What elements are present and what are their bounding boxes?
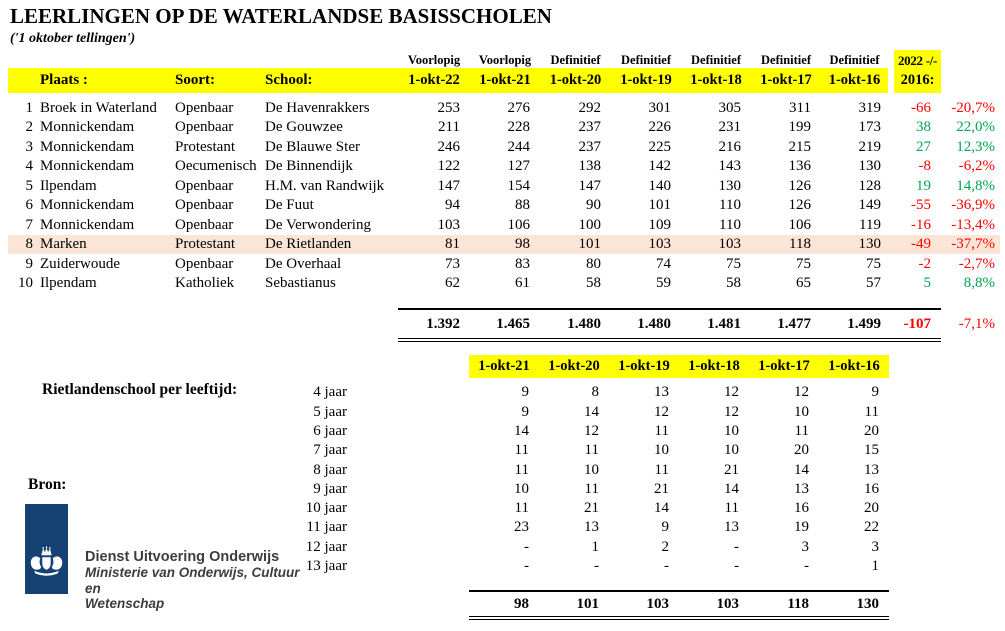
age-row (263, 537, 889, 556)
age-count: 13 (584, 519, 599, 536)
cell-count: 215 (788, 138, 811, 155)
status-label: Voorlopig (478, 53, 532, 68)
cell-school: De Havenrakkers (265, 99, 370, 116)
col-header-school: School: (263, 68, 398, 93)
age-count: - (524, 558, 529, 575)
cell-count: 106 (788, 216, 811, 233)
cell-pct: -20,7% (951, 99, 995, 116)
age-row (263, 499, 889, 518)
spacer-cell (350, 537, 469, 556)
cell-count: 226 (648, 119, 671, 135)
age-count: 9 (661, 519, 669, 536)
cell-plaats: Monnickendam (40, 138, 135, 155)
cell-count: 143 (718, 158, 741, 174)
age-count: 9 (521, 384, 529, 401)
cell-soort: Openbaar (175, 197, 234, 213)
age-count: - (594, 558, 599, 575)
age-count: 11 (654, 461, 669, 478)
cell-soort: Openbaar (175, 255, 234, 272)
cell-count: 126 (788, 177, 811, 194)
cell-school: De Rietlanden (263, 235, 398, 255)
col-header-date: 1-okt-19 (611, 68, 681, 93)
page-title: LEERLINGEN OP DE WATERLANDSE BASISSCHOLEN (10, 4, 552, 28)
school-row (8, 196, 1000, 216)
age-total: 130 (819, 591, 889, 618)
cell-count: 147 (437, 177, 460, 194)
age-count: 13 (724, 519, 739, 536)
cell-count: 75 (796, 255, 811, 272)
age-total: 103 (679, 591, 749, 618)
cell-diff: -16 (911, 216, 931, 233)
cell-count: 74 (656, 255, 671, 272)
row-number: 4 (25, 158, 33, 174)
status-label: Definitief (550, 53, 601, 68)
cell-plaats: Ilpendam (40, 275, 97, 291)
age-row (263, 460, 889, 479)
cell-diff: 38 (916, 119, 931, 135)
school-row (8, 235, 1000, 255)
age-count: 15 (864, 442, 879, 459)
age-label: 11 jaar (306, 519, 347, 536)
cell-count: 292 (578, 99, 601, 116)
cell-school: De Fuut (265, 197, 314, 213)
total-count: 1.481 (681, 309, 751, 340)
age-label: 10 jaar (305, 500, 347, 517)
age-count: 11 (794, 422, 809, 439)
cell-count: 101 (540, 235, 611, 255)
cell-count: 305 (718, 99, 741, 116)
total-diff: -107 (891, 309, 941, 340)
age-count: 14 (654, 500, 669, 517)
cell-count: 126 (788, 197, 811, 213)
age-count: 8 (591, 384, 599, 401)
age-count: 20 (794, 442, 809, 459)
cell-count: 75 (866, 255, 881, 272)
age-count: 14 (794, 461, 809, 478)
age-count: 12 (724, 384, 739, 401)
age-count: - (734, 538, 739, 555)
cell-count: 81 (398, 235, 470, 255)
cell-count: 101 (648, 197, 671, 213)
age-count: 21 (584, 500, 599, 517)
age-label: 5 jaar (313, 403, 347, 420)
cell-count: 75 (726, 255, 741, 272)
cell-count: 130 (718, 177, 741, 194)
row-number: 1 (25, 99, 33, 116)
col-header-date: 1-okt-20 (540, 68, 611, 93)
row-number: 9 (25, 255, 33, 272)
cell-count: 58 (726, 275, 741, 291)
age-label: 12 jaar (305, 538, 347, 555)
cell-count: 173 (858, 119, 881, 135)
cell-count: 100 (578, 216, 601, 233)
cell-plaats: Monnickendam (40, 197, 135, 213)
age-count: 12 (584, 422, 599, 439)
age-count: 3 (871, 538, 879, 555)
cell-count: 246 (437, 138, 460, 155)
age-row (263, 557, 889, 576)
cell-soort: Openbaar (175, 177, 234, 194)
cell-count: 62 (445, 275, 460, 291)
school-row (8, 274, 1000, 294)
col-header-date: 1-okt-21 (469, 355, 539, 378)
cell-diff: -8 (918, 158, 931, 174)
cell-count: 65 (796, 275, 811, 291)
row-number: 10 (18, 275, 33, 291)
cell-count: 231 (718, 119, 741, 135)
cell-school: De Gouwzee (265, 119, 343, 135)
age-count: 11 (864, 403, 879, 420)
cell-count: 59 (656, 275, 671, 291)
cell-count: 106 (507, 216, 530, 233)
cell-diff: 27 (916, 138, 931, 155)
age-header-row (263, 355, 889, 378)
col-header-date: 1-okt-17 (749, 355, 819, 378)
age-count: 22 (864, 519, 879, 536)
age-count: 11 (584, 442, 599, 459)
cell-count: 136 (788, 158, 811, 174)
spacer-row (8, 293, 1000, 309)
cell-count: 219 (858, 138, 881, 155)
cell-diff: -49 (891, 235, 941, 255)
cell-school: H.M. van Randwijk (265, 177, 385, 194)
status-label: Definitief (829, 53, 880, 68)
spacer-cell (350, 557, 469, 576)
cell-diff: 5 (923, 275, 931, 291)
age-count: 21 (654, 480, 669, 497)
logo-ministry-line2: Wetenschap (85, 596, 165, 611)
total-count: 1.480 (611, 309, 681, 340)
spacer-row (263, 576, 889, 591)
school-row (8, 137, 1000, 157)
cell-diff: -2 (918, 255, 931, 272)
cell-soort: Openbaar (175, 216, 234, 233)
source-label: Bron: (28, 476, 67, 493)
schools-table (8, 50, 1000, 342)
cell-count: 138 (578, 158, 601, 174)
age-count: 9 (871, 384, 879, 401)
age-count: - (804, 558, 809, 575)
age-count: - (734, 558, 739, 575)
column-header-row (8, 68, 1000, 93)
age-row (263, 441, 889, 460)
school-row (8, 254, 1000, 274)
col-header-date: 1-okt-21 (470, 68, 540, 93)
row-number: 5 (25, 177, 33, 194)
cell-plaats: Ilpendam (40, 177, 97, 194)
school-row (8, 118, 1000, 138)
age-count: 12 (724, 403, 739, 420)
total-count: 1.392 (398, 309, 470, 340)
cell-plaats: Monnickendam (40, 119, 135, 135)
spacer-cell (350, 441, 469, 460)
status-header-row (8, 50, 1000, 68)
rijksoverheid-banner (25, 504, 68, 594)
age-count: 10 (654, 442, 669, 459)
logo-ministry-line1: Ministerie van Onderwijs, Cultuur en (85, 565, 300, 596)
cell-count: 154 (507, 177, 530, 194)
cell-diff: 19 (916, 177, 931, 194)
age-count: 10 (584, 461, 599, 478)
row-number: 6 (25, 197, 33, 213)
cell-count: 110 (719, 197, 741, 213)
age-count: 11 (514, 500, 529, 517)
col-header-plaats: Plaats : (38, 68, 173, 93)
cell-count: 58 (586, 275, 601, 291)
age-count: 19 (794, 519, 809, 536)
cell-count: 103 (681, 235, 751, 255)
age-total: 118 (749, 591, 819, 618)
cell-count: 103 (437, 216, 460, 233)
col-header-date: 1-okt-20 (539, 355, 609, 378)
age-count: 1 (871, 558, 879, 575)
total-count: 1.465 (470, 309, 540, 340)
col-header-date: 1-okt-18 (681, 68, 751, 93)
age-row (263, 383, 889, 402)
age-label: 4 jaar (313, 384, 347, 401)
cell-plaats: Broek in Waterland (40, 99, 157, 116)
cell-count: 80 (586, 255, 601, 272)
age-count: 11 (584, 480, 599, 497)
age-label: 8 jaar (313, 461, 347, 478)
spacer-cell (350, 422, 469, 441)
row-number: 3 (25, 138, 33, 155)
cell-count: 128 (858, 177, 881, 194)
col-header-soort: Soort: (173, 68, 263, 93)
age-count: 14 (724, 480, 739, 497)
cell-school: De Overhaal (265, 255, 342, 272)
cell-count: 103 (611, 235, 681, 255)
cell-soort: Protestant (175, 138, 235, 155)
cell-count: 61 (515, 275, 530, 291)
age-count: 13 (654, 384, 669, 401)
cell-count: 147 (578, 177, 601, 194)
status-label: Voorlopig (407, 53, 461, 68)
cell-count: 110 (719, 216, 741, 233)
age-count: 20 (864, 422, 879, 439)
cell-diff: -55 (911, 197, 931, 213)
cell-count: 140 (648, 177, 671, 194)
row-number: 7 (25, 216, 33, 233)
cell-pct: -6,2% (958, 158, 995, 174)
cell-soort: Katholiek (175, 275, 235, 291)
col-header-date: 1-okt-16 (819, 355, 889, 378)
diff-column-header-top: 2022 -/- (891, 50, 941, 68)
age-total: 101 (539, 591, 609, 618)
cell-count: 90 (586, 197, 601, 213)
cell-count: 225 (648, 138, 671, 155)
coat-of-arms-icon (28, 545, 65, 583)
cell-count: 122 (437, 158, 460, 174)
spacer-cell (350, 460, 469, 479)
cell-count: 130 (858, 158, 881, 174)
cell-plaats: Marken (38, 235, 173, 255)
age-count: 12 (794, 384, 809, 401)
cell-count: 94 (445, 197, 460, 213)
cell-count: 216 (718, 138, 741, 155)
row-number: 2 (25, 119, 33, 135)
spacer-cell (350, 499, 469, 518)
cell-pct: -2,7% (958, 255, 995, 272)
cell-pct: -36,9% (951, 197, 995, 213)
total-count: 1.499 (821, 309, 891, 340)
age-count: 10 (724, 442, 739, 459)
age-count: 11 (724, 500, 739, 517)
age-count: 10 (514, 480, 529, 497)
age-total: 98 (469, 591, 539, 618)
age-total: 103 (609, 591, 679, 618)
cell-school: De Verwondering (265, 216, 371, 233)
school-row (8, 98, 1000, 118)
cell-count: 253 (437, 99, 460, 116)
age-count: 16 (794, 500, 809, 517)
cell-school: Sebastianus (265, 275, 336, 291)
cell-plaats: Zuiderwoude (40, 255, 120, 272)
age-count: 12 (654, 403, 669, 420)
age-row (263, 518, 889, 537)
age-count: 16 (864, 480, 879, 497)
age-row (263, 479, 889, 498)
age-count: 14 (514, 422, 529, 439)
logo-text (85, 549, 305, 612)
cell-count: 319 (858, 99, 881, 116)
col-header-date: 1-okt-16 (821, 68, 891, 93)
school-row (8, 215, 1000, 235)
spacer-cell (350, 383, 469, 402)
cell-plaats: Monnickendam (40, 158, 135, 174)
status-label: Definitief (691, 53, 741, 68)
age-table-title: Rietlandenschool per leeftijd: (42, 381, 238, 398)
spacer-cell (350, 479, 469, 498)
logo-org-name: Dienst Uitvoering Onderwijs (85, 549, 280, 565)
diff-column-header-bottom: 2016: (891, 68, 941, 93)
cell-count: 130 (821, 235, 891, 255)
school-row (8, 176, 1000, 196)
cell-school: De Blauwe Ster (265, 138, 360, 155)
cell-soort: Protestant (173, 235, 263, 255)
age-totals-row (263, 591, 889, 618)
total-pct: -7,1% (958, 316, 995, 333)
age-count: - (664, 558, 669, 575)
age-count: 11 (514, 461, 529, 478)
cell-soort: Oecumenisch (175, 158, 257, 174)
row-number: 8 (8, 235, 38, 255)
age-count: 14 (584, 403, 599, 420)
cell-count: 276 (507, 99, 530, 116)
age-count: 2 (661, 538, 669, 555)
status-label: Definitief (761, 53, 811, 68)
spacer-cell (350, 402, 469, 421)
cell-count: 244 (507, 138, 530, 155)
age-count: 1 (591, 538, 599, 555)
total-count: 1.480 (540, 309, 611, 340)
cell-count: 109 (648, 216, 671, 233)
cell-pct: -37,7% (941, 235, 1000, 255)
age-row (263, 402, 889, 421)
col-header-date: 1-okt-19 (609, 355, 679, 378)
cell-pct: 8,8% (963, 275, 995, 291)
cell-count: 118 (751, 235, 821, 255)
age-count: 13 (794, 480, 809, 497)
cell-diff: -66 (911, 99, 931, 116)
cell-count: 88 (515, 197, 530, 213)
school-row (8, 157, 1000, 177)
cell-pct: 12,3% (956, 138, 995, 155)
cell-count: 98 (470, 235, 540, 255)
cell-count: 73 (445, 255, 460, 272)
cell-count: 237 (578, 138, 601, 155)
cell-count: 83 (515, 255, 530, 272)
cell-count: 57 (866, 275, 881, 291)
age-label: 7 jaar (313, 442, 347, 459)
page-subtitle: ('1 oktober tellingen') (10, 31, 136, 46)
cell-count: 119 (859, 216, 881, 233)
cell-count: 311 (789, 99, 811, 116)
age-count: 10 (794, 403, 809, 420)
cell-pct: 14,8% (956, 177, 995, 194)
cell-pct: -13,4% (951, 216, 995, 233)
col-header-date: 1-okt-22 (398, 68, 470, 93)
col-header-date: 1-okt-17 (751, 68, 821, 93)
age-count: 10 (724, 422, 739, 439)
age-label: 13 jaar (305, 558, 347, 575)
cell-count: 142 (648, 158, 671, 174)
cell-plaats: Monnickendam (40, 216, 135, 233)
age-row (263, 422, 889, 441)
age-count: 11 (654, 422, 669, 439)
col-header-date: 1-okt-18 (679, 355, 749, 378)
age-count: 13 (864, 461, 879, 478)
cell-soort: Openbaar (175, 119, 234, 135)
age-count: 3 (801, 538, 809, 555)
cell-school: De Binnendijk (265, 158, 353, 174)
cell-soort: Openbaar (175, 99, 234, 116)
totals-row (8, 309, 1000, 340)
age-count: 9 (521, 403, 529, 420)
age-count: 11 (514, 442, 529, 459)
age-count: 23 (514, 519, 529, 536)
cell-count: 149 (858, 197, 881, 213)
age-count: 20 (864, 500, 879, 517)
status-label: Definitief (621, 53, 671, 68)
age-label: 9 jaar (313, 480, 347, 497)
cell-count: 127 (507, 158, 530, 174)
age-table (263, 355, 889, 620)
spacer-cell (350, 518, 469, 537)
cell-count: 228 (507, 119, 530, 135)
cell-pct: 22,0% (956, 119, 995, 135)
age-count: 21 (724, 461, 739, 478)
age-label: 6 jaar (313, 422, 347, 439)
cell-count: 237 (578, 119, 601, 135)
cell-count: 199 (788, 119, 811, 135)
age-count: - (524, 538, 529, 555)
cell-count: 301 (648, 99, 671, 116)
total-count: 1.477 (751, 309, 821, 340)
cell-count: 211 (438, 119, 460, 135)
